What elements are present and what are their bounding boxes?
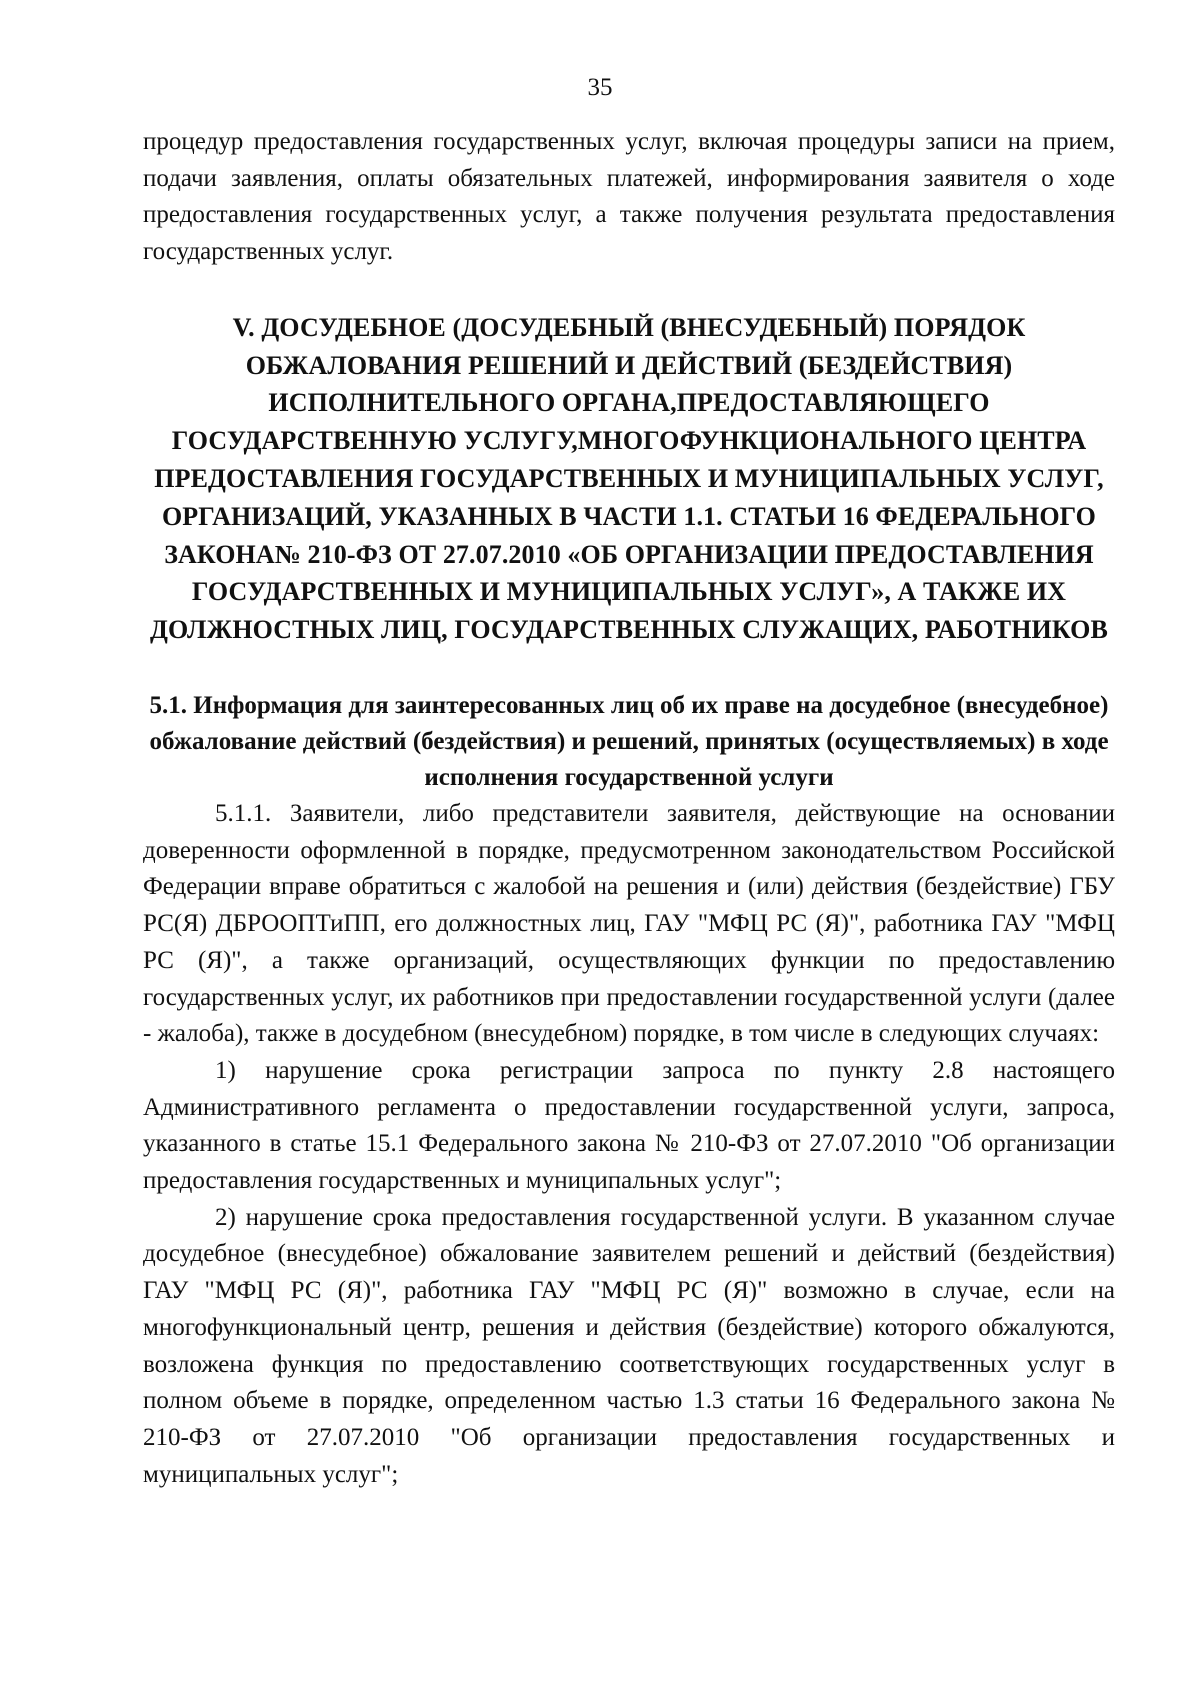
intro-paragraph: процедур предоставления государственных услуг, включая процедуры записи на прием, подачи заявления, оплаты обязательных платежей, информирования заявителя о ходе предоставления государственных услуг, а также получения результата предоставления государственных услуг. [143,128,1115,266]
paragraph-5-1-1: 5.1.1. Заявители, либо представители заявителя, действующие на основании доверенности оформленной в порядке, предусмотренном законодательством Российской Федерации вправе обратиться с жалобой на решения и (или) действия (бездействие) ГБУ РС(Я) ДБРООПТиПП, его должностных лиц, ГАУ "МФЦ РС (Я)", работника ГАУ "МФЦ РС (Я)", а также организаций, осуществляющих функции по предоставлению государственных услуг, их работников при предоставлении государственной услуги (далее - жалоба), также в досудебном (внесудебном) порядке, в том числе в следующих случаях: [143,799,1115,1048]
list-item-1: 1) нарушение срока регистрации запроса по пункту 2.8 настоящего Административного регламента о предоставлении государственной услуги, запроса, указанного в статье 15.1 Федерального закона № 210-ФЗ от 27.07.2010 "Об организации предоставления государственных и муниципальных услуг"; [143,1056,1115,1195]
document-body [143,124,1115,1493]
list-item-2: 2) нарушение срока предоставления государственной услуги. В указанном случае досудебное (внесудебное) обжалование заявителем решений и действий (бездействия) ГАУ "МФЦ РС (Я)", работника ГАУ "МФЦ РС (Я)" возможно в случае, если на многофункциональный центр, решения и действия (бездействие) которого обжалуются, возложена функция по предоставлению соответствующих государственных услуг в полном объеме в порядке, определенном частью 1.3 статьи 16 Федерального закона № 210-ФЗ от 27.07.2010 "Об организации предоставления государственных и муниципальных услуг"; [143,1203,1115,1488]
subsection-heading: 5.1. Информация для заинтересованных лиц об их праве на досудебное (внесудебное) обжалование действий (бездействия) и решений, принятых (осуществляемых) в ходе исполнения государственной услуги [149,691,1109,791]
page-number: 35 [587,74,613,101]
section-heading: V. ДОСУДЕБНОЕ (ДОСУДЕБНЫЙ (ВНЕСУДЕБНЫЙ) ПОРЯДОК ОБЖАЛОВАНИЯ РЕШЕНИЙ И ДЕЙСТВИЙ (БЕЗДЕЙСТВИЯ) ИСПОЛНИТЕЛЬНОГО ОРГАНА,ПРЕДОСТАВЛЯЮЩЕГО ГОСУДАРСТВЕННУЮ УСЛУГУ,МНОГОФУНКЦИОНАЛЬНОГО ЦЕНТРА ПРЕДОСТАВЛЕНИЯ ГОСУДАРСТВЕННЫХ И МУНИЦИПАЛЬНЫХ УСЛУГ, ОРГАНИЗАЦИЙ, УКАЗАННЫХ В ЧАСТИ 1.1. СТАТЬИ 16 ФЕДЕРАЛЬНОГО ЗАКОНА№ 210-ФЗ ОТ 27.07.2010 «ОБ ОРГАНИЗАЦИИ ПРЕДОСТАВЛЕНИЯ ГОСУДАРСТВЕННЫХ И МУНИЦИПАЛЬНЫХ УСЛУГ», А ТАКЖЕ ИХ ДОЛЖНОСТНЫХ ЛИЦ, ГОСУДАРСТВЕННЫХ СЛУЖАЩИХ, РАБОТНИКОВ [150,312,1108,645]
